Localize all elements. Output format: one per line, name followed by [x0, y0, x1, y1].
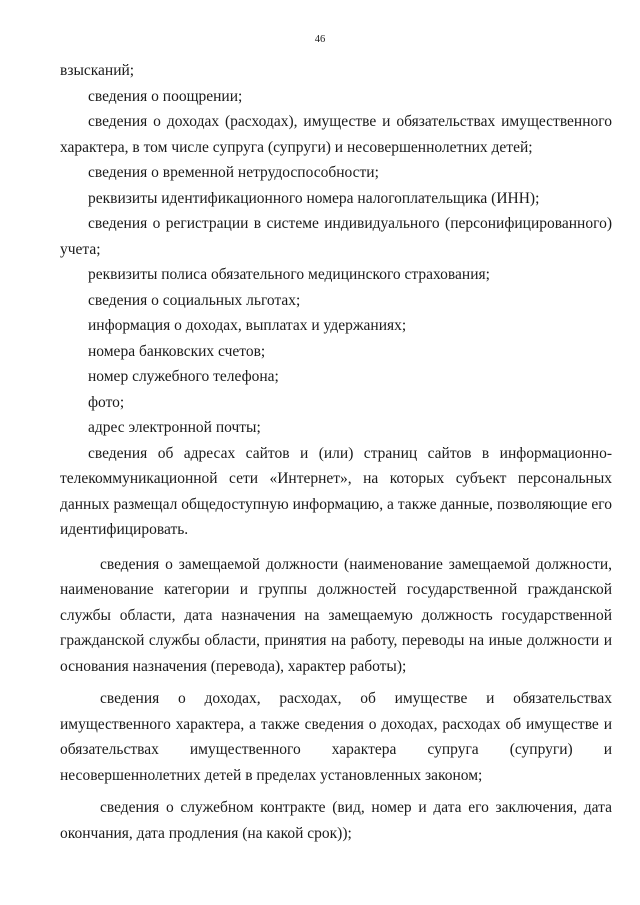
- paragraph: информация о доходах, выплатах и удержаниях;: [88, 317, 407, 334]
- paragraph: сведения о временной нетрудоспособности;: [88, 164, 379, 181]
- paragraph: сведения о поощрении;: [88, 87, 243, 105]
- document-body: [60, 58, 612, 846]
- page-number: 46: [314, 34, 326, 45]
- paragraph: реквизиты полиса обязательного медицинского страхования;: [88, 266, 490, 283]
- paragraph: сведения о доходах, расходах, об имуществе и обязательствах имущественного характера, а также сведения о доходах, расходах об имуществе и обязательствах имущественного характера супруга (супруги) и несовершеннолетних детей в пределах установленных законом;: [60, 690, 612, 784]
- paragraph: сведения о служебном контракте (вид, номер и дата его заключения, дата окончания, дата продления (на какой срок));: [60, 799, 612, 842]
- paragraph: сведения о замещаемой должности (наименование замещаемой должности, наименование категории и группы должностей государственной гражданской службы области, дата назначения на замещаемую должность государственной гражданской службы области, принятия на работу, переводы на иные должности и основания назначения (перевода), характер работы);: [60, 555, 612, 675]
- paragraph: сведения об адресах сайтов и (или) страниц сайтов в информационно-телекоммуникационной сети «Интернет», на которых субъект персональных данных размещал общедоступную информацию, а также данные, позволяющие его идентифицировать.: [60, 444, 612, 538]
- paragraph: сведения о доходах (расходах), имуществе и обязательствах имущественного характера, в том числе супруга (супруги) и несовершеннолетних детей;: [60, 113, 612, 156]
- paragraph: сведения о регистрации в системе индивидуального (персонифицированного) учета;: [60, 215, 612, 258]
- paragraph: номер служебного телефона;: [88, 368, 279, 385]
- paragraph: взысканий;: [60, 62, 135, 79]
- paragraph: адрес электронной почты;: [88, 419, 261, 436]
- paragraph: фото;: [88, 393, 125, 411]
- paragraph: реквизиты идентификационного номера налогоплательщика (ИНН);: [88, 189, 540, 207]
- paragraph: номера банковских счетов;: [88, 342, 266, 360]
- paragraph: сведения о социальных льготах;: [88, 291, 301, 309]
